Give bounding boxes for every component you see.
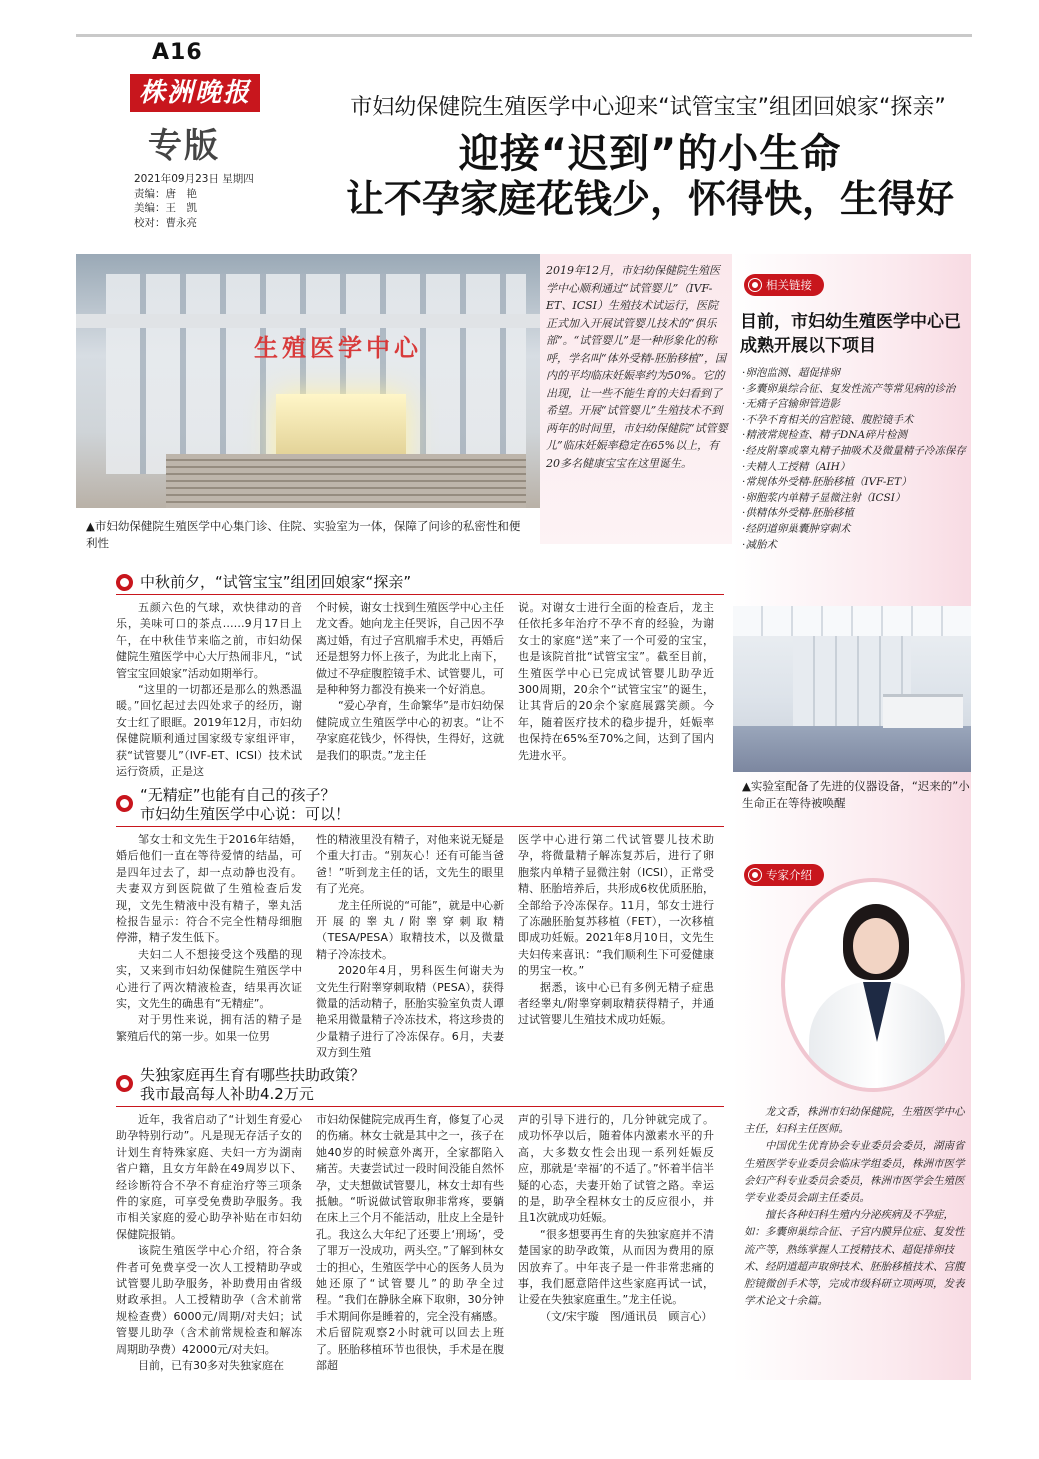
building-photo-caption: ▲市妇幼保健院生殖医学中心集门诊、住院、实验室为一体，保障了问诊的私密性和便利性	[86, 519, 521, 550]
expert-tag-label: 专家介绍	[766, 868, 812, 882]
building-sign: 生殖医学中心	[254, 334, 422, 362]
expert-portrait	[781, 878, 965, 1092]
designer-credit: 美编：王 凯	[134, 202, 197, 214]
list-item: ·无痛子宫输卵管造影	[742, 398, 840, 411]
top-rule	[76, 34, 972, 37]
related-links-tag	[744, 274, 824, 296]
paragraph: “这里的一切都还是那么的熟悉温暖。”回忆起过去四处求子的经历，谢女士红了眼眶。2019年12月，市妇幼保健院顺利通过国家级专家组评审，获“试管婴儿”（IVF-ET、ICSI）技术试运行资质，正是这	[116, 683, 302, 779]
list-item: ·不孕不育相关的宫腔镜、腹腔镜手术	[742, 413, 914, 426]
paragraph: 医学中心进行第二代试管婴儿技术助孕，将微量精子解冻复苏后，进行了卵胞浆内单精子显微注射（ICSI），正常受精、胚胎培养后，共形成6枚优质胚胎，全部给予冷冻保存。11月，邹女士进行了冻融胚胎复苏移植（FET），一次移植即成功妊娠。2021年8月10日，文先生夫妇传来喜讯：“我们顺利生下可爱健康的男宝一枚。”	[518, 833, 714, 978]
paragraph: 性的精液里没有精子，对他来说无疑是个重大打击。“别灰心！还有可能当爸爸！”听到龙主任的话，文先生的眼里有了光亮。	[316, 833, 504, 896]
tag-bullet-icon	[749, 869, 761, 881]
list-item: ·多囊卵巢综合征、复发性流产等常见病的诊治	[742, 382, 956, 395]
issue-meta	[134, 172, 254, 230]
paragraph: 近年，我省启动了“计划生育爱心助孕特别行动”。凡是现无存活子女的计划生育特殊家庭、夫妇一方为湖南省户籍，且女方年龄在49周岁以下、经诊断符合不孕不育症治疗等三项条件的家庭，可享受免费助孕服务。我市相关家庭的爱心助孕补贴在市妇幼保健院报销。	[116, 1113, 302, 1241]
paragraph: 五颜六色的气球，欢快律动的音乐，美味可口的茶点……9月17日上午，在中秋佳节来临之前，市妇幼保健院生殖医学中心大厅热闹非凡，“试管宝宝回娘家”活动如期举行。	[116, 601, 302, 680]
section-bullet-icon	[116, 1075, 133, 1092]
section-bullet-icon	[116, 574, 133, 591]
expert-tag	[744, 864, 824, 886]
section1-title: 中秋前夕，“试管宝宝”组团回娘家“探亲”	[140, 573, 412, 591]
paragraph: 龙主任所说的“可能”，就是中心新开展的睾丸/附睾穿刺取精（TESA/PESA）取精技术，以及微量精子冷冻技术。	[316, 898, 504, 961]
paragraph: 对于男性来说，拥有活的精子是繁殖后代的第一步。如果一位男	[116, 1013, 302, 1043]
project-list	[742, 366, 968, 553]
byline: （文/宋宇璇 图/通讯员 顾言心）	[540, 1309, 713, 1323]
building-stairs	[166, 454, 526, 508]
section3-title	[140, 1066, 700, 1104]
paragraph: “爱心孕育，生命繁华”是市妇幼保健院成立生殖医学中心的初衷。“让不孕家庭花钱少，怀得快，生得好，这就是我们的职责。”龙主任	[316, 699, 504, 762]
section2-col3	[518, 832, 714, 1029]
paper-logo: 株洲晚报	[130, 74, 260, 112]
section3-title-line1: 失独家庭再生育有哪些扶助政策？	[140, 1066, 366, 1084]
list-item: ·夫精人工授精（AIH）	[742, 460, 851, 473]
section3-rule	[116, 1106, 724, 1107]
expert-bio-paragraph: 中国优生优育协会专业委员会委员，湖南省生殖医学专业委员会临床学组委员，株洲市医学会妇产科专业委员会委员，株洲市医学会生殖医学专业委员会副主任委员。	[744, 1140, 965, 1205]
portrait-face	[853, 918, 899, 974]
section2-col2	[316, 832, 504, 1062]
intro-text: 2019年12月，市妇幼保健院生殖医学中心顺利通过“试管婴儿”（IVF-ET、ICSI）生殖技术试运行，医院正式加入开展试管婴儿技术的“俱乐部”。“试管婴儿”是一种形象化的称呼，学名叫“体外受精-胚胎移植”，国内的平均临床妊娠率约为50%。它的出现，让一些不能生育的夫妇看到了希望。开展“试管婴儿”生殖技术不到两年的时间里，市妇幼保健院“试管婴儿”临床妊娠率稳定在65%以上，有20多名健康宝宝在这里诞生。	[546, 264, 728, 470]
lab-ceiling	[733, 606, 971, 636]
paragraph: 说。对谢女士进行全面的检查后，龙主任依托多年治疗不孕不育的经验，为谢女士的家庭“送”来了一个可爱的宝宝，也是该院首批“试管宝宝”。截至目前，生殖医学中心已完成试管婴儿助孕近300周期，20余个“试管宝宝”的诞生，让其背后的20余个家庭展露笑颜。今年，随着医疗技术的稳步提升，妊娠率也保持在65%至70%之间，达到了国内先进水平。	[518, 601, 714, 762]
headline-main: 迎接“迟到”的小生命	[458, 131, 842, 177]
list-item: ·减胎术	[742, 538, 777, 551]
list-item: ·精液常规检查、精子DNA碎片检测	[742, 429, 908, 442]
expert-bio-paragraph: 擅长各种妇科生殖内分泌疾病及不孕症，如：多囊卵巢综合征、子宫内膜异位症、复发性流产等，熟练掌握人工授精技术、超促排卵技术、经阴道超声取卵技术、胚胎移植技术、宫腹腔镜微创手术等，完成市级科研立项两项，发表学术论文十余篇。	[744, 1209, 965, 1308]
section3-col3	[518, 1112, 714, 1325]
list-item: ·供精体外受精-胚胎移植	[742, 507, 854, 520]
paragraph: 据悉，该中心已有多例无精子症患者经睾丸/附睾穿刺取精获得精子，并通过试管婴儿生殖技术成功妊娠。	[518, 980, 714, 1027]
paragraph: 该院生殖医学中心介绍，符合条件者可免费享受一次人工授精助孕或试管婴儿助孕服务，补助费用由省级财政承担。人工授精助孕（含术前常规检查费）6000元/周期/对夫妇；试管婴儿助孕（含术前常规检查和解冻周期助孕费）42000元/对夫妇。	[116, 1244, 302, 1356]
building-band	[76, 314, 540, 328]
section2-title-line1: “无精症”也能有自己的孩子？	[140, 786, 336, 804]
paragraph: 目前，已有30多对失独家庭在	[138, 1359, 284, 1373]
list-item: ·经阴道卵巢囊肿穿刺术	[742, 522, 851, 535]
paragraph: 声的引导下进行的，几分钟就完成了。成功怀孕以后，随着体内激素水平的升高，大多数女性会出现一系列妊娠反应，那就是‘幸福’的不适了。”怀着半信半疑的心态，夫妻开始了试管之路。幸运的是，助孕全程林女士的反应很小，并且1次就成功妊娠。	[518, 1113, 714, 1225]
list-item: ·经皮附睾或睾丸精子抽吸术及微量精子冷冻保存	[742, 444, 966, 457]
proofreader-credit: 校对：曹永亮	[134, 216, 197, 229]
paragraph: 个时候，谢女士找到生殖医学中心主任龙文香。她向龙主任哭诉，自己因不孕离过婚，有过子宫肌瘤手术史，再婚后还是想努力怀上孩子，为此北上南下，做过不孕症腹腔镜手术、试管婴儿，可是种种努力都没有换来一个好消息。	[316, 601, 504, 697]
expert-bio-paragraph: 龙文香，株洲市妇幼保健院，生殖医学中心主任，妇科主任医师。	[744, 1106, 965, 1136]
issue-date: 2021年09月23日 星期四	[134, 173, 254, 185]
tag-bullet-icon	[749, 279, 761, 291]
section3-col1	[116, 1112, 302, 1375]
editor-credit: 责编：唐 艳	[134, 187, 197, 200]
section-label: 专版	[148, 126, 220, 166]
section2-title-line2: 市妇幼生殖医学中心说：可以！	[140, 805, 351, 823]
list-item: ·卵泡监测、超促排卵	[742, 367, 840, 379]
related-links-label: 相关链接	[766, 278, 812, 292]
list-item: ·卵胞浆内单精子显微注射（ICSI）	[742, 491, 906, 504]
list-item: ·常规体外受精-胚胎移植（IVF-ET）	[742, 476, 912, 489]
lab-photo-caption: ▲实验室配备了先进的仪器设备，“迟来的”小生命正在等待被唤醒	[742, 779, 970, 810]
paragraph: “很多想要再生育的失独家庭并不清楚国家的助孕政策，从而因为费用的原因放弃了。中年丧子是一件非常悲痛的事，我们愿意陪伴这些家庭再试一试，让爱在失独家庭重生。”龙主任说。	[518, 1227, 714, 1307]
headline-kicker: 市妇幼保健院生殖医学中心迎来“试管宝宝”组团回娘家“探亲”	[350, 95, 946, 120]
section-bullet-icon	[116, 795, 133, 812]
section1-col3	[518, 600, 714, 764]
paragraph: 夫妇二人不想接受这个残酷的现实，又来到市妇幼保健院生殖医学中心进行了两次精液检查，结果再次证实，文先生的确患有“无精症”。	[116, 947, 302, 1011]
lab-floor	[733, 726, 971, 772]
lab-bench	[883, 694, 963, 728]
lab-photo	[733, 606, 971, 772]
section1-rule	[116, 594, 724, 595]
paragraph: 2020年4月，男科医生何谢夫为文先生行附睾穿刺取精（PESA），获得微量的活动精子，胚胎实验室负责人谭艳采用微量精子冷冻技术，将这珍贵的少量精子进行了冷冻保存。6月，夫妻双方到生殖	[316, 964, 504, 1060]
section2-title	[140, 786, 700, 824]
section1-col2	[316, 600, 504, 764]
section2-rule	[116, 826, 724, 827]
page-number: A16	[152, 40, 203, 65]
expert-bio	[744, 1104, 968, 1310]
section3-col2	[316, 1112, 504, 1375]
headline-sub: 让不孕家庭花钱少，怀得快，生得好	[345, 177, 954, 221]
paragraph: 邹女士和文先生于2016年结婚，婚后他们一直在等待爱情的结晶，可是四年过去了，却一点动静也没有。夫妻双方到医院做了生殖检查后发现，文先生精液中没有精子，睾丸活检报告显示：符合不完全性精母细胞停滞，精子发生低下。	[116, 833, 302, 945]
section1-col1	[116, 600, 302, 780]
section2-col1	[116, 832, 302, 1045]
building-photo	[76, 254, 540, 508]
paragraph: 市妇幼保健院完成再生育，修复了心灵的伤痛。林女士就是其中之一，孩子在她40岁的时候意外离开，全家都陷入痛苦。夫妻尝试过一段时间没能自然怀孕，丈夫想做试管婴儿，林女士却有些抵触。“听说做试管取卵非常疼，要躺在床上三个月不能活动，肚皮上全是针孔。我这么大年纪了还要上‘刑场’，受了罪万一没成功，两头空。”了解到林女士的担心，生殖医学中心的医务人员为她还原了“试管婴儿”的助孕全过程。“我们在静脉全麻下取卵，30分钟手术期间你是睡着的，完全没有痛感。术后留院观察2小时就可以回去上班了。胚胎移植环节也很快，手术是在腹部超	[316, 1113, 504, 1373]
section3-title-line2: 我市最高每人补助4.2万元	[140, 1085, 314, 1103]
related-links-title: 目前，市妇幼生殖医学中心已成熟开展以下项目	[740, 312, 961, 356]
